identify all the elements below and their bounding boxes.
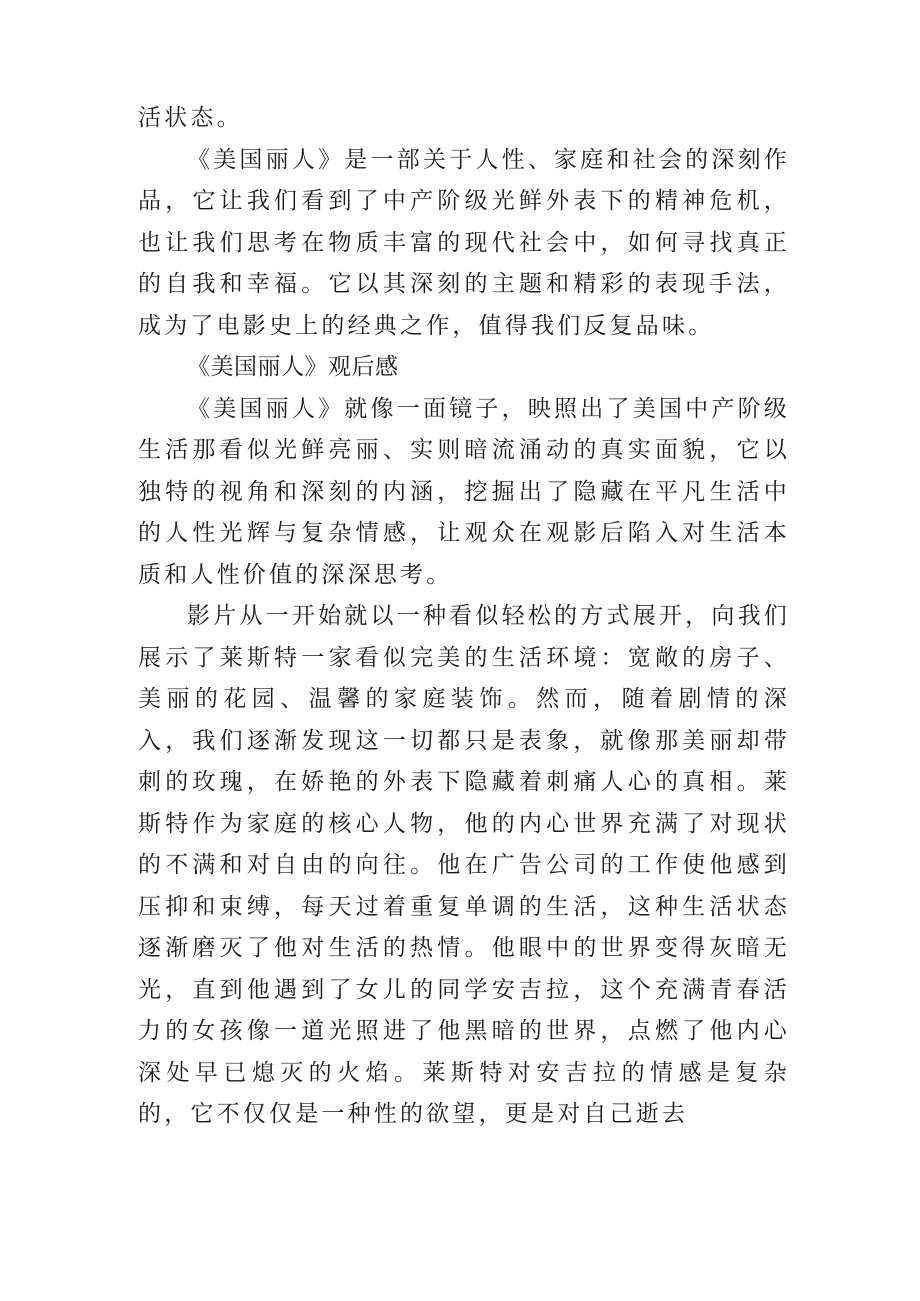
continuation-text: 活状态。: [138, 105, 243, 131]
paragraph: 《美国丽人》就像一面镜子，映照出了美国中产阶级生活那看似光鲜亮丽、实则暗流涌动的真实面貌，它以独特的视角和深刻的内涵，挖掘出了隐藏在平凡生活中的人性光辉与复杂情感，让观众在观影后陷入对生活本质和人性价值的深深思考。: [138, 395, 790, 588]
section-title: 《美国丽人》观后感: [187, 354, 399, 380]
paragraph: 影片从一开始就以一种看似轻松的方式展开，向我们展示了莱斯特一家看似完美的生活环境：宽敞的房子、美丽的花园、温馨的家庭装饰。然而，随着剧情的深入，我们逐渐发现这一切都只是表象，就像那美丽却带刺的玫瑰，在娇艳的外表下隐藏着刺痛人心的真相。莱斯特作为家庭的核心人物，他的内心世界充满了对现状的不满和对自由的向往。他在广告公司的工作使他感到压抑和束缚，每天过着重复单调的生活，这种生活状态逐渐磨灭了他对生活的热情。他眼中的世界变得灰暗无光，直到他遇到了女儿的同学安吉拉，这个充满青春活力的女孩像一道光照进了他黑暗的世界，点燃了他内心深处早已熄灭的火焰。莱斯特对安吉拉的情感是复杂的，它不仅仅是一种性的欲望，更是对自己逝去: [138, 603, 790, 1127]
document-body: [138, 98, 790, 1136]
paragraph: 《美国丽人》是一部关于人性、家庭和社会的深刻作品，它让我们看到了中产阶级光鲜外表下的精神危机，也让我们思考在物质丰富的现代社会中，如何寻找真正的自我和幸福。它以其深刻的主题和精彩的表现手法，成为了电影史上的经典之作，值得我们反复品味。: [138, 146, 790, 339]
